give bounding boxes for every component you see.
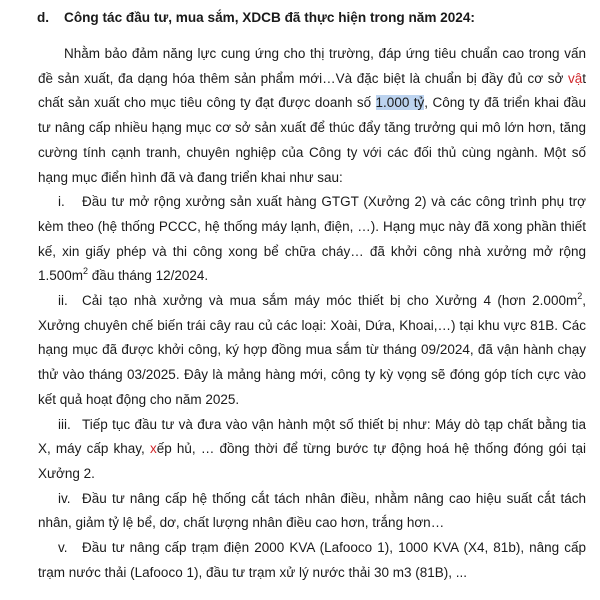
intro-text-3: , Công ty đã triển khai đầu tư nâng cấp nhiều hạng mục cơ sở sản xuất để thúc đẩy tăng trưởng qui mô lớn hơn, tăng cường tính cạnh tranh, chuyên nghiệp của Công ty với các đối thủ cùng ngành. Một số hạng mục điển hình đã và đang triển khai như sau: [38,95,586,185]
item-text: Tiếp tục đầu tư và đưa vào vận hành một số thiết bị như: Máy dò tạp chất bằng tia X, máy cấp khay, [38,416,586,457]
item-number: v. [58,540,68,556]
item-text: Đầu tư mở rộng xưởng sản xuất hàng GTGT (Xưởng 2) và các công trình phụ trợ kèm theo (hệ thống PCCC, hệ thống máy lạnh, điện, …). Hạng mục này đã xong phần thiết kế, xin giấy phép và thi công xong bể chữa cháy… đã khởi công nhà xưởng mở rộng 1.500m [38,194,586,284]
item-number: iii. [58,416,71,432]
item-text-cont: ếp hủ, … đồng thời để từng bước tự động hoá hệ thống đóng gói tại Xưởng 2. [38,441,587,481]
highlighted-revenue: 1.000 tỷ [375,95,425,111]
list-item-i [38,190,586,289]
item-text: Cải tạo nhà xưởng và mua sắm máy móc thiết bị cho Xưởng 4 (hơn 2.000m [82,293,578,309]
intro-red-text: vậ [567,70,583,86]
list-item-ii [38,289,586,413]
item-text-cont: , Xưởng chuyên chế biến trái cây rau củ các loại: Xoài, Dứa, Khoai,…) tại khu vực 81B. Các hạng mục đã được khởi công, ký hợp đồng mua sắm từ tháng 09/2024, đã vận hành chạy thử vào tháng 03/2025. Đây là mảng hàng mới, công ty kỳ vọng sẽ đóng góp tích cực vào kết quả hoạt động cho năm 2025. [38,293,586,407]
item-number: ii. [58,293,68,309]
intro-text-1: Nhằm bảo đảm năng lực cung ứng cho thị trường, đáp ứng tiêu chuẩn cao trong vấn đề sản xuất, đa dạng hóa thêm sản phẩm mới…Và đặc biệt là chuẩn bị đầy đủ cơ sở [38,46,586,86]
list-item-iii [38,413,586,487]
superscript: 2 [577,291,583,302]
item-text-cont: đầu tháng 12/2024. [88,268,209,284]
item-number: i. [58,194,65,210]
list-item-iv [38,487,586,536]
item-red-text: x [149,441,157,457]
intro-paragraph [38,42,586,190]
section-heading [37,8,586,28]
item-text: Đầu tư nâng cấp trạm điện 2000 KVA (Lafooco 1), 1000 KVA (X4, 81b), nâng cấp trạm nước thải (Lafooco 1), đầu tư trạm xử lý nước thải 30 m3 (81B), ... [38,540,586,580]
list-item-v [38,536,586,585]
section-number: d. [37,10,50,25]
item-number: iv. [58,490,71,506]
intro-text-2: t chất sản xuất cho mục tiêu công ty đạt được doanh số [38,70,586,111]
item-text: Đầu tư nâng cấp hệ thống cắt tách nhân điều, nhằm nâng cao hiệu suất cắt tách nhân, giảm tỷ lệ bể, dơ, chất lượng nhân điều cao hơn, trắng hơn… [38,490,586,531]
section-title: Công tác đầu tư, mua sắm, XDCB đã thực hiện trong năm 2024: [64,10,475,25]
superscript: 2 [83,266,89,277]
